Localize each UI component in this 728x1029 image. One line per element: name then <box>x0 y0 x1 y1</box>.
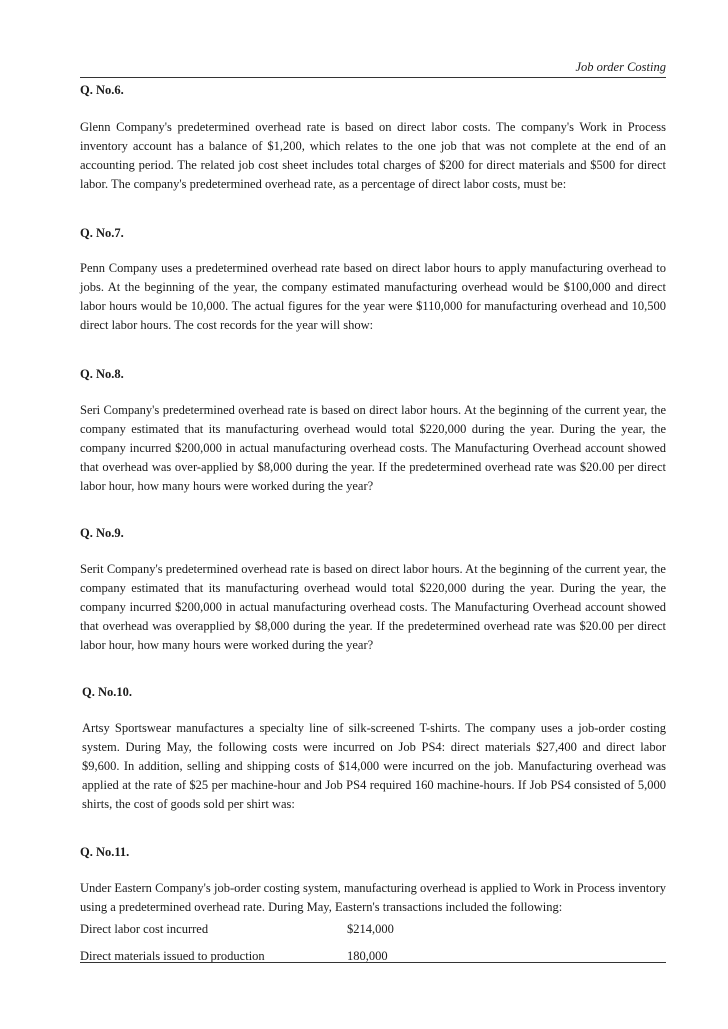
question-10-heading: Q. No.10. <box>82 685 132 699</box>
footer-rule <box>80 962 666 963</box>
question-8-heading: Q. No.8. <box>80 367 124 381</box>
page-header-title: Job order Costing <box>575 60 666 74</box>
header-rule <box>80 77 666 78</box>
transaction-row <box>80 920 666 938</box>
transaction-value: $214,000 <box>347 922 394 936</box>
question-7-text: Penn Company uses a predetermined overhead rate based on direct labor hours to apply manufacturing overhead to jobs. At the beginning of the year, the company estimated manufacturing overhead would be $100,000 and direct labor hours would be 10,000. The actual figures for the year were $110,000 for manufacturing overhead and 10,500 direct labor hours. The cost records for the year will show: <box>80 261 666 332</box>
question-11-text: Under Eastern Company's job-order costing system, manufacturing overhead is applied to Work in Process inventory using a predetermined overhead rate. During May, Eastern's transactions included the following: <box>80 881 666 914</box>
page-content <box>80 79 666 965</box>
question-6-heading: Q. No.6. <box>80 83 124 97</box>
question-6-text: Glenn Company's predetermined overhead rate is based on direct labor costs. The company's Work in Process inventory account has a balance of $1,200, which relates to the one job that was not complete at the end of an accounting period. The related job cost sheet includes total charges of $200 for direct materials and $500 for direct labor. The company's predetermined overhead rate, as a percentage of direct labor costs, must be: <box>80 120 666 191</box>
question-11-heading: Q. No.11. <box>80 845 130 859</box>
transaction-label: Direct labor cost incurred <box>80 922 209 936</box>
question-8-text: Seri Company's predetermined overhead rate is based on direct labor hours. At the beginning of the current year, the company estimated that its manufacturing overhead would total $220,000 during the year. During the year, the company incurred $200,000 in actual manufacturing overhead costs. The Manufacturing Overhead account showed that overhead was over-applied by $8,000 during the year. If the predetermined overhead rate was $20.00 per direct labor hour, how many hours were worked during the year? <box>80 403 666 493</box>
transaction-value: 180,000 <box>347 949 388 963</box>
question-9-text: Serit Company's predetermined overhead rate is based on direct labor hours. At the beginning of the current year, the company estimated that its manufacturing overhead would total $220,000 during the year. During the year, the company incurred $200,000 in actual manufacturing overhead costs. The Manufacturing Overhead account showed that overhead was overapplied by $8,000 during the year. If the predetermined overhead rate was $20.00 per direct labor hour, how many hours were worked during the year? <box>80 562 666 652</box>
question-10-text: Artsy Sportswear manufactures a specialty line of silk-screened T-shirts. The company uses a job-order costing system. During May, the following costs were incurred on Job PS4: direct materials $27,400 and direct labor $9,600. In addition, selling and shipping costs of $14,000 were incurred on the job. Manufacturing overhead was applied at the rate of $25 per machine-hour and Job PS4 required 160 machine-hours. If Job PS4 consisted of 5,000 shirts, the cost of goods sold per shirt was: <box>82 721 666 811</box>
question-7-heading: Q. No.7. <box>80 226 124 240</box>
question-9-heading: Q. No.9. <box>80 526 124 540</box>
transaction-label: Direct materials issued to production <box>80 949 265 963</box>
